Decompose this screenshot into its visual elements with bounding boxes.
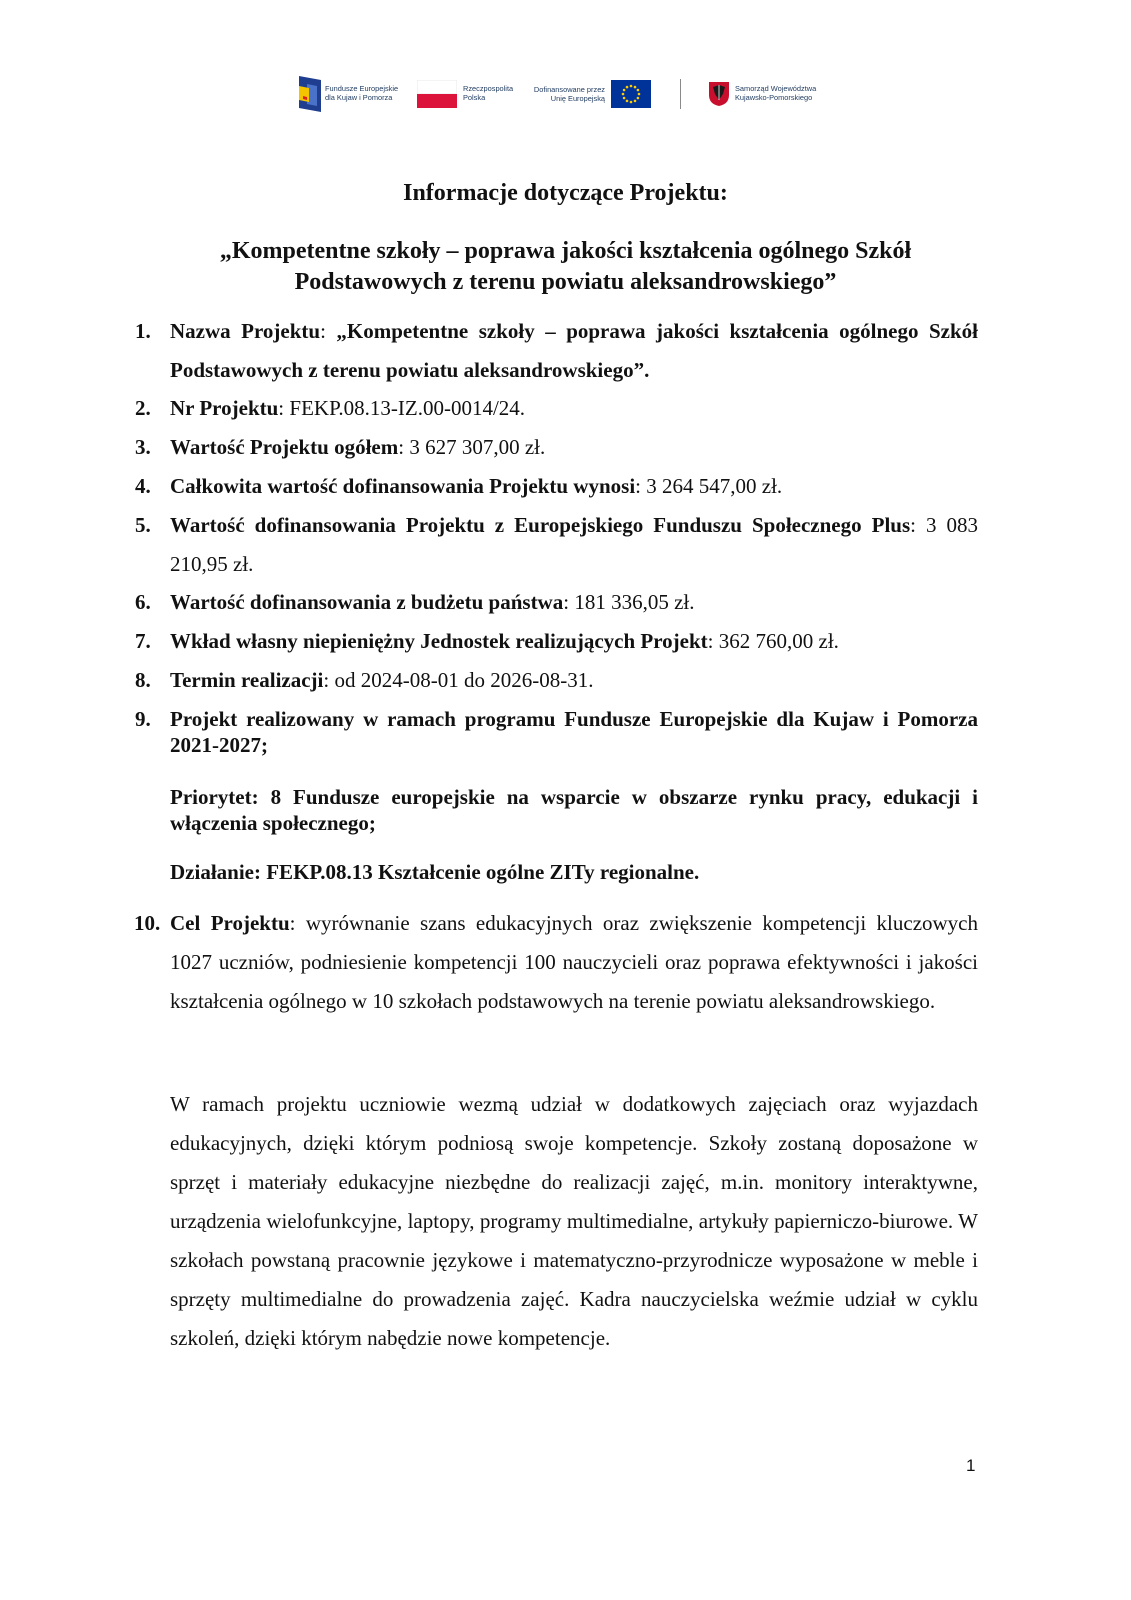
list-item-project-goal: 10. Cel Projektu: wyrównanie szans edukacyjnych oraz zwiększenie kompetencji kluczowych 1027 uczniów, podniesienie kompetencji 100 nauczycieli oraz poprawa efektywności i jakości kształcenia ogólnego w 10 szkołach podstawowych na terenie powiatu aleksandrowskiego. [170, 904, 978, 1021]
list-number: 2. [135, 396, 151, 420]
polish-flag-icon [417, 80, 457, 108]
fe-logo-text: Fundusze Europejskie dla Kujaw i Pomorza [325, 84, 399, 102]
rp-logo [417, 76, 525, 112]
field-label: Nr Projektu [170, 396, 279, 420]
eu-flag-icon [611, 80, 651, 108]
list-item-state-budget-funding: 6. Wartość dofinansowania z budżetu państwa: 181 336,05 zł. [170, 583, 978, 622]
fe-emblem-icon [299, 76, 321, 112]
list-number: 3. [135, 435, 151, 459]
list-number: 1. [135, 319, 151, 343]
list-item-realization-term: 8. Termin realizacji: od 2024-08-01 do 2026-08-31. [170, 661, 978, 700]
field-value: 3 083 210,95 zł. [170, 513, 979, 576]
field-value: od 2024-08-01 do 2026-08-31. [334, 668, 594, 692]
project-title [0, 236, 1131, 298]
field-value: 181 336,05 zł. [574, 590, 695, 614]
eu-logo [531, 76, 661, 112]
field-label: Wartość dofinansowania z budżetu państwa [170, 590, 564, 614]
field-label: Wartość dofinansowania Projektu z Europejskiego Funduszu Społecznego Plus [170, 513, 911, 537]
field-value: „Kompetentne szkoły – poprawa jakości kształcenia ogólnego Szkół Podstawowych z terenu powiatu aleksandrowskiego”. [170, 319, 978, 382]
action-text: Działanie: FEKP.08.13 Kształcenie ogólne ZITy regionalne. [170, 860, 700, 884]
coat-of-arms-icon [709, 82, 729, 106]
project-title-line-2: Podstawowych z terenu powiatu aleksandrowskiego” [294, 269, 837, 295]
field-label: Całkowita wartość dofinansowania Projektu wynosi [170, 474, 636, 498]
page-number: 1 [966, 1456, 976, 1475]
list-number: 7. [135, 629, 151, 653]
priority-text: Priorytet: 8 Fundusze europejskie na wsparcie w obszarze rynku pracy, edukacji i włączenia społecznego; [170, 785, 978, 835]
rp-logo-text: Rzeczpospolita Polska [463, 84, 514, 102]
field-label: Cel Projektu [170, 911, 290, 935]
field-value: 3 264 547,00 zł. [646, 474, 783, 498]
list-item-own-contribution: 7. Wkład własny niepieniężny Jednostek realizujących Projekt: 362 760,00 zł. [170, 622, 978, 661]
kp-logo-text: Samorząd Województwa Kujawsko-Pomorskiego [735, 84, 817, 102]
list-item-program [135, 706, 978, 758]
fe-logo [299, 76, 409, 112]
field-value: FEKP.08.13-IZ.00-0014/24. [289, 396, 526, 420]
logo-bar [299, 76, 829, 112]
list-item-total-funding: 4. Całkowita wartość dofinansowania Projektu wynosi: 3 264 547,00 zł. [170, 467, 978, 506]
list-number: 10. [134, 911, 161, 935]
eu-logo-text: Dofinansowane przez Unię Europejską [533, 85, 605, 103]
field-label: Wartość Projektu ogółem [170, 435, 399, 459]
project-title-line-1: „Kompetentne szkoły – poprawa jakości kształcenia ogólnego Szkół [219, 238, 912, 264]
field-value: 3 627 307,00 zł. [409, 435, 546, 459]
field-label: Wkład własny niepieniężny Jednostek realizujących Projekt [170, 629, 708, 653]
list-number: 8. [135, 668, 151, 692]
kp-logo [709, 76, 834, 112]
list-item-project-number: 2. Nr Projektu: FEKP.08.13-IZ.00-0014/24. [170, 389, 978, 428]
description-paragraph: W ramach projektu uczniowie wezmą udział w dodatkowych zajęciach oraz wyjazdach edukacyjnych, dzięki którym podniosą swoje kompetencje. Szkoły zostaną doposażone w sprzęt i materiały edukacyjne niezbędne do realizacji zajęć, m.in. monitory interaktywne, urządzenia wielofunkcyjne, laptopy, programy multimedialne, artykuły papierniczo-biurowe. W szkołach powstaną pracownie językowe i matematyczno-przyrodnicze wyposażone w meble i sprzęty multimedialne do prowadzenia zajęć. Kadra nauczycielska weźmie udział w cyklu szkoleń, dzięki którym nabędzie nowe kompetencje. [170, 1092, 978, 1350]
list-number: 9. [135, 707, 151, 731]
document-title: Informacje dotyczące Projektu: [403, 180, 728, 206]
list-item-efs-funding: 5. Wartość dofinansowania Projektu z Europejskiego Funduszu Społecznego Plus: 3 083 210,95 zł. [170, 506, 978, 584]
field-value: wyrównanie szans edukacyjnych oraz zwiększenie kompetencji kluczowych 1027 uczniów, podniesienie kompetencji 100 nauczycieli oraz poprawa efektywności i jakości kształcenia ogólnego w 10 szkołach podstawowych na terenie powiatu aleksandrowskiego. [170, 911, 978, 1013]
list-item-project-name: 1. Nazwa Projektu: „Kompetentne szkoły – poprawa jakości kształcenia ogólnego Szkół Podstawowych z terenu powiatu aleksandrowskiego”. [170, 312, 978, 390]
list-number: 4. [135, 474, 151, 498]
field-label: Nazwa Projektu [170, 319, 321, 343]
list-number: 6. [135, 590, 151, 614]
logo-divider [680, 79, 681, 109]
field-value: 362 760,00 zł. [718, 629, 839, 653]
list-item-total-value: 3. Wartość Projektu ogółem: 3 627 307,00 zł. [170, 428, 978, 467]
list-number: 5. [135, 513, 151, 537]
program-text: Projekt realizowany w ramach programu Fundusze Europejskie dla Kujaw i Pomorza 2021-2027; [170, 707, 978, 757]
field-label: Termin realizacji [170, 668, 324, 692]
